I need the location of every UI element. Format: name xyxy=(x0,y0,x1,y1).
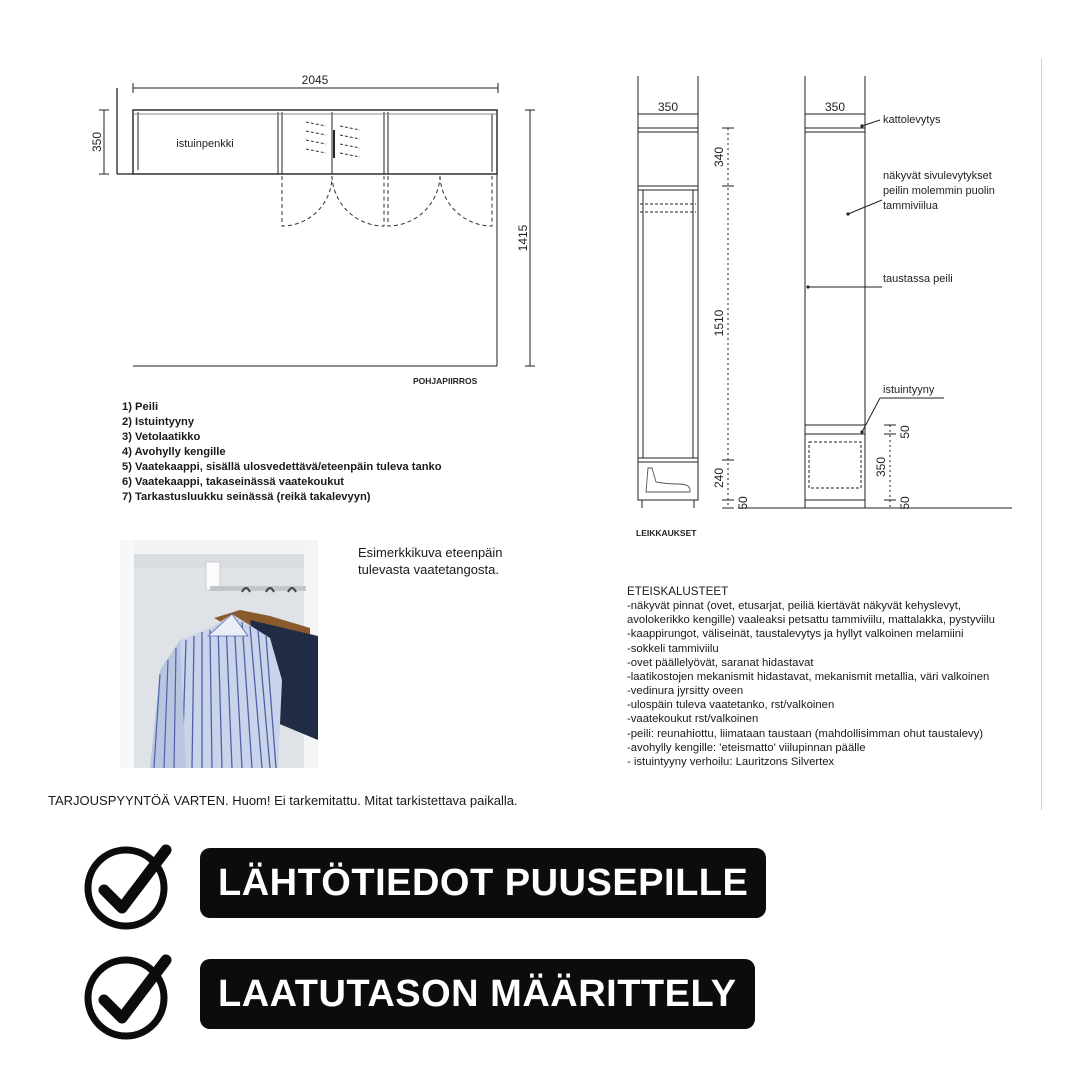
spec-line: -näkyvät pinnat (ovet, etusarjat, peiliä kiertävät näkyvät kehyslevyt, xyxy=(627,600,962,613)
label-sides-3: tammiviilua xyxy=(883,200,939,212)
shoe-icon xyxy=(646,468,690,492)
plan-title: POHJAPIIRROS xyxy=(413,376,478,386)
section-right-width-dim: 350 xyxy=(824,100,846,114)
legend-item: 3) Vetolaatikko xyxy=(122,431,201,443)
spec-line: - istuintyyny verhoilu: Lauritzons Silvertex xyxy=(627,755,835,768)
section-title: LEIKKAUKSET xyxy=(636,528,697,538)
dim-350-right: 350 xyxy=(874,456,888,478)
legend-item: 1) Peili xyxy=(122,401,159,413)
legend-item: 7) Tarkastusluukku seinässä (reikä takalevyyn) xyxy=(122,491,371,503)
dim-240: 240 xyxy=(712,467,726,489)
photo-caption: Esimerkkikuva eteenpäin tulevasta vaatetangosta. xyxy=(358,545,503,577)
plan-depth-dim: 350 xyxy=(90,131,104,153)
checkmark-icon xyxy=(82,838,178,934)
section-drawing xyxy=(560,60,1040,550)
dim-50-bottom: 50 xyxy=(898,496,912,510)
plan-width-dim: 2045 xyxy=(301,73,329,87)
disclaimer: TARJOUSPYYNTÖÄ VARTEN. Huom! Ei tarkemitattu. Mitat tarkistettava paikalla. xyxy=(48,793,518,808)
dim-50-top: 50 xyxy=(898,425,912,439)
spec-line: -avohylly kengille: 'eteismatto' viilupinnan päälle xyxy=(627,741,866,754)
spec-line: avolokerikko kengille) vaaleaksi petsattu tammiviilu, mattalakka, pystyviilu xyxy=(627,614,995,627)
legend-item: 6) Vaatekaappi, takaseinässä vaatekoukut xyxy=(122,476,345,488)
plan-room-dim: 1415 xyxy=(516,224,530,252)
spec-block xyxy=(627,585,995,769)
divider xyxy=(1041,58,1042,810)
label-sides-2: peilin molemmin puolin xyxy=(883,185,995,197)
dim-340: 340 xyxy=(712,146,726,168)
spec-line: -vaatekoukut rst/valkoinen xyxy=(627,713,759,726)
floor-plan-drawing xyxy=(0,0,560,400)
badge-carpenter-data: LÄHTÖTIEDOT PUUSEPILLE xyxy=(200,848,766,918)
label-sides-1: näkyvät sivulevytykset xyxy=(883,170,992,182)
dim-50-left: 50 xyxy=(736,496,750,510)
spec-line: -ovet päällelyövät, saranat hidastavat xyxy=(627,656,814,669)
spec-title: ETEISKALUSTEET xyxy=(627,585,729,598)
example-photo xyxy=(120,540,318,768)
bench-label: istuinpenkki xyxy=(176,138,234,150)
label-cushion: istuintyyny xyxy=(883,384,935,396)
wardrobe-photo-illustration xyxy=(120,540,318,768)
legend-item: 5) Vaatekaappi, sisällä ulosvedettävä/eteenpäin tuleva tanko xyxy=(122,461,442,473)
checkmark-icon xyxy=(82,948,178,1044)
label-mirror: taustassa peili xyxy=(883,273,953,285)
legend-item: 2) Istuintyyny xyxy=(122,416,195,428)
badge-quality-level: LAATUTASON MÄÄRITTELY xyxy=(200,959,755,1029)
dim-1510: 1510 xyxy=(712,309,726,337)
spec-line: -ulospäin tuleva vaatetanko, rst/valkoinen xyxy=(627,699,835,712)
legend-list xyxy=(122,400,442,505)
section-left-width-dim: 350 xyxy=(657,100,679,114)
spec-line: -laatikostojen mekanismit hidastavat, mekanismit metallia, väri valkoinen xyxy=(627,670,990,683)
spec-line: -sokkeli tammiviilu xyxy=(627,642,719,655)
spec-line: -vedinura jyrsitty oveen xyxy=(627,685,744,698)
spec-line: -peili: reunahiottu, liimataan taustaan (mahdollisimman ohut taustalevy) xyxy=(627,727,984,740)
spec-line: -kaappirungot, väliseinät, taustalevytys ja hyllyt valkoinen melamiini xyxy=(627,628,964,641)
legend-item: 4) Avohylly kengille xyxy=(122,446,226,458)
label-ceiling: kattolevytys xyxy=(883,114,941,126)
